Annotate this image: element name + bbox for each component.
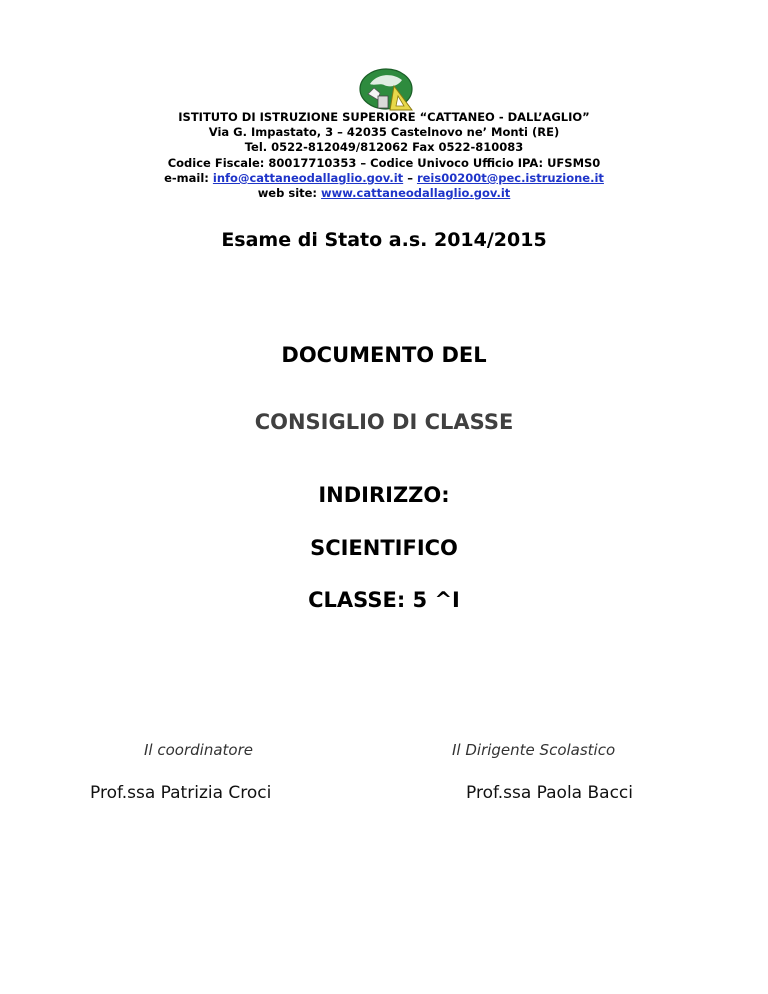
institute-phone: Tel. 0522-812049/812062 Fax 0522-810083 <box>244 140 524 155</box>
institute-codes: Codice Fiscale: 80017710353 – Codice Univoco Ufficio IPA: UFSMS0 <box>167 155 601 170</box>
indirizzo-label: INDIRIZZO: <box>318 483 450 507</box>
email-separator: – <box>403 170 417 185</box>
classe-label: CLASSE: 5 ^I <box>308 588 460 612</box>
website-link[interactable]: www.cattaneodallaglio.gov.it <box>321 186 511 201</box>
coordinator-role: Il coordinatore <box>144 741 253 759</box>
principal-name: Prof.ssa Paola Bacci <box>466 783 634 803</box>
institute-website-line <box>0 186 768 201</box>
email-link-pec[interactable]: reis00200t@pec.istruzione.it <box>416 170 604 185</box>
email-link-info[interactable]: info@cattaneodallaglio.gov.it <box>212 170 404 185</box>
website-label: web site: <box>257 186 318 201</box>
institute-email-line <box>0 171 768 186</box>
institute-address: Via G. Impastato, 3 – 42035 Castelnovo ne’ Monti (RE) <box>208 125 560 140</box>
indirizzo-value: SCIENTIFICO <box>310 536 458 560</box>
document-title-line-2: CONSIGLIO DI CLASSE <box>254 410 514 434</box>
exam-title: Esame di Stato a.s. 2014/2015 <box>221 229 547 251</box>
document-title-line-1: DOCUMENTO DEL <box>281 343 487 367</box>
letterhead <box>0 110 768 201</box>
email-label: e-mail: <box>164 170 209 185</box>
principal-role: Il Dirigente Scolastico <box>452 741 616 759</box>
school-logo-icon <box>350 66 420 112</box>
institute-name: ISTITUTO DI ISTRUZIONE SUPERIORE “CATTANEO - DALL’AGLIO” <box>178 110 590 124</box>
coordinator-name: Prof.ssa Patrizia Croci <box>90 783 272 803</box>
